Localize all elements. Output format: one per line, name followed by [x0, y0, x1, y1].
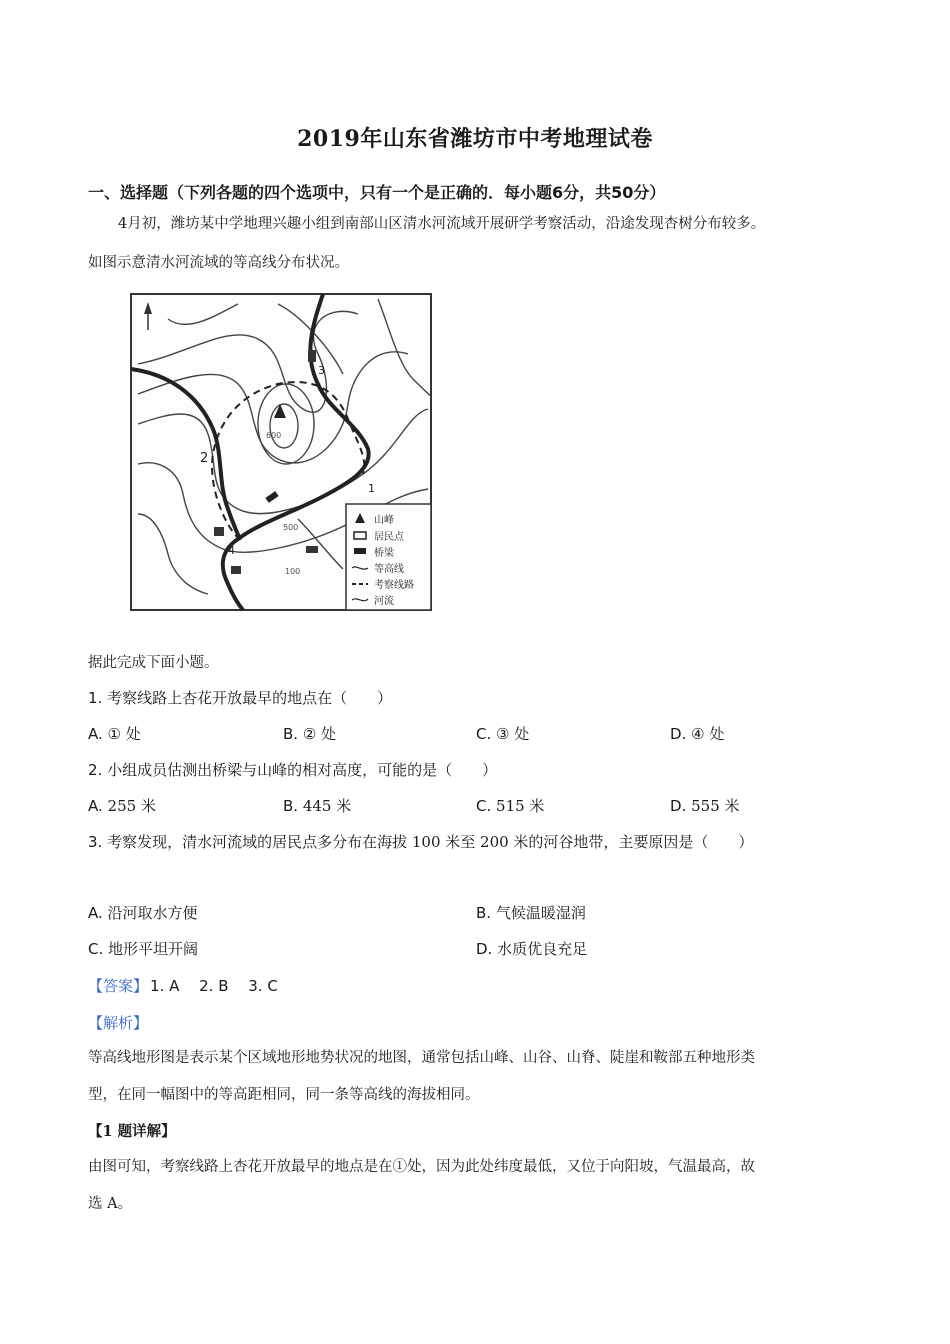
question-text: 考察发现，清水河流域的居民点多分布在海拔 100 米至 200 米的河谷地带，主要原因是（ ） [107, 833, 754, 851]
legend-label: 考察线路 [374, 580, 414, 591]
answer-values: 1. A 2. B 3. C [150, 977, 278, 995]
legend-bridge-icon [354, 548, 366, 554]
page-title: 2019年山东省潍坊市中考地理试卷 [297, 126, 653, 152]
legend-label: 河流 [374, 596, 394, 607]
map-number-label: 3 [318, 364, 325, 377]
q1-option-c[interactable]: C. ③ 处 [476, 725, 530, 743]
legend-label: 山峰 [374, 515, 394, 526]
question-number: 2. [88, 761, 103, 779]
contour-map [128, 284, 434, 614]
q1-option-a[interactable]: A. ① 处 [88, 725, 141, 743]
legend-label: 等高线 [374, 564, 404, 575]
answer-line [88, 975, 278, 996]
legend-label: 居民点 [374, 532, 404, 543]
elevation-label: 100 [285, 567, 301, 576]
question-1 [88, 687, 392, 708]
question-3 [88, 831, 753, 852]
legend-label: 桥梁 [374, 548, 394, 559]
intro-line-1: 4月初，潍坊某中学地理兴趣小组到南部山区清水河流域开展研学考察活动，沿途发现杏树分布较多。 [118, 216, 766, 232]
settlement-icon [214, 527, 224, 536]
settlement-icon [231, 566, 241, 574]
detail-line-2: 选 A。 [88, 1196, 133, 1212]
map-number-label: 1 [368, 482, 375, 495]
q2-option-c[interactable]: C. 515 米 [476, 797, 545, 815]
q2-option-a[interactable]: A. 255 米 [88, 797, 156, 815]
analysis-tag: 【解析】 [88, 1014, 149, 1032]
q1-option-d[interactable]: D. ④ 处 [670, 725, 725, 743]
q3-option-a[interactable]: A. 沿河取水方便 [88, 904, 198, 922]
question-2 [88, 759, 497, 780]
elevation-label: 600 [266, 431, 282, 440]
contour-map-figure [128, 284, 434, 618]
detail-line-1: 由图可知，考察线路上杏花开放最早的地点是在①处，因为此处纬度最低，又位于向阳坡，气温最高，故 [88, 1159, 755, 1175]
q3-option-d[interactable]: D. 水质优良充足 [476, 940, 588, 958]
q3-option-c[interactable]: C. 地形平坦开阔 [88, 940, 199, 958]
settlement-icon [308, 350, 316, 362]
q2-option-d[interactable]: D. 555 米 [670, 797, 740, 815]
q1-option-b[interactable]: B. ② 处 [283, 725, 337, 743]
map-number-label: 4 [228, 544, 235, 557]
question-text: 小组成员估测出桥梁与山峰的相对高度，可能的是（ ） [107, 761, 498, 779]
question-text: 考察线路上杏花开放最早的地点在（ ） [107, 689, 393, 707]
analysis-line-1: 等高线地形图是表示某个区域地形地势状况的地图，通常包括山峰、山谷、山脊、陡崖和鞍部五种地形类 [88, 1050, 755, 1066]
q2-option-b[interactable]: B. 445 米 [283, 797, 352, 815]
analysis-line-2: 型，在同一幅图中的等高距相同，同一条等高线的海拔相同。 [88, 1087, 480, 1103]
q3-option-b[interactable]: B. 气候温暖湿润 [476, 904, 586, 922]
section-heading: 一、选择题（下列各题的四个选项中，只有一个是正确的．每小题6分，共50分） [88, 183, 666, 202]
prompt-text: 据此完成下面小题。 [88, 655, 219, 671]
map-legend [346, 504, 431, 610]
map-number-label: 2 [200, 451, 209, 466]
intro-line-2: 如图示意清水河流域的等高线分布状况。 [88, 255, 349, 271]
answer-tag: 【答案】 [88, 977, 149, 995]
detail-heading: 【1 题详解】 [88, 1123, 176, 1140]
question-number: 1. [88, 689, 103, 707]
settlement-icon [306, 546, 318, 553]
elevation-label: 500 [283, 523, 299, 532]
question-number: 3. [88, 833, 103, 851]
